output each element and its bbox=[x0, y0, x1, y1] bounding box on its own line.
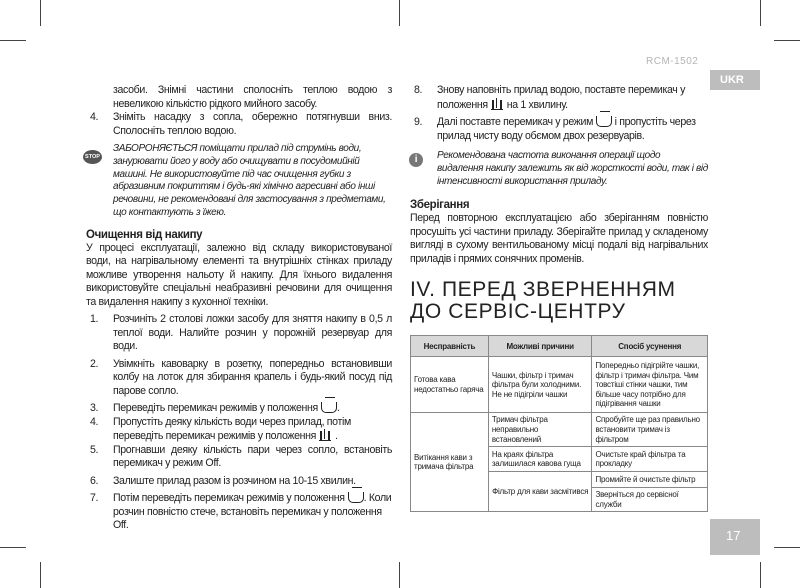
list-item: 7. Потім переведіть перемикач режимів у положення . Коли розчин повністю стече, встановіть перемикач у положення Off. bbox=[86, 492, 392, 533]
table-cell: Фільтр для кави засмітився bbox=[488, 472, 592, 512]
steam-mode-icon bbox=[318, 429, 333, 441]
item-number: 7. bbox=[90, 492, 99, 505]
page-number: 17 bbox=[710, 519, 760, 555]
item-number: 1. bbox=[90, 313, 99, 326]
table-cell: Тримач фільтра неправильно встановлений bbox=[488, 413, 592, 447]
table-cell: Очистьте край фільтра та прокладку bbox=[592, 447, 708, 472]
storage-heading: Зберігання bbox=[410, 199, 470, 212]
table-cell: Чашки, фільтр і тримач фільтра були холодними. Не не підігріли чашки bbox=[488, 357, 592, 413]
item-number: 6. bbox=[90, 474, 99, 487]
crop-mark bbox=[0, 547, 26, 548]
item-text: Прогнавши деяку кількість пари через сопло, встановіть перемикач у режим Off. bbox=[113, 443, 392, 470]
item-text: Зніміть насадку з сопла, обережно потягнувши вниз. Сполосніть теплою водою. bbox=[113, 111, 392, 137]
list-item bbox=[86, 475, 392, 489]
model-label: RCM-1502 bbox=[646, 56, 699, 67]
table-cell: Готова кава недостатньо гаряча bbox=[411, 357, 489, 413]
warning-note bbox=[86, 143, 392, 220]
column-header: Спосіб усунення bbox=[592, 336, 708, 357]
info-note bbox=[410, 150, 708, 188]
stop-icon: STOP bbox=[83, 150, 102, 164]
list-item bbox=[410, 84, 708, 112]
item-text: на 1 хвилину. bbox=[506, 98, 568, 111]
item-number: 3. bbox=[90, 402, 99, 415]
item-text: Потім переведіть перемикач режимів у положення bbox=[113, 492, 345, 505]
crop-mark bbox=[40, 562, 41, 588]
storage-paragraph: Перед повторною експлуатацією або зберіганням повністю просушіть усі частини приладу. Зберігайте прилад у складеному вигляді в сухому вентильованому місці подалі від нагрівальних приладів і прямих сонячних променів. bbox=[410, 212, 708, 265]
steam-mode-icon bbox=[490, 98, 505, 110]
info-icon: i bbox=[409, 153, 423, 167]
item-number: 2. bbox=[90, 357, 99, 370]
language-tab: UKR bbox=[710, 70, 760, 90]
crop-mark bbox=[774, 40, 800, 41]
info-text: Рекомендована частота виконання операції щодо видалення накипу залежить як від жорсткості води, так і від інтенсивності використання приладу. bbox=[437, 150, 708, 187]
list-item: 3. Переведіть перемикач режимів у положення . bbox=[86, 402, 392, 416]
list-item bbox=[86, 111, 392, 138]
descale-paragraph: У процесі експлуатації, залежно від складу використовуваної води, на нагрівальному елементі та внутрішніх стінках приладу можливе утворення нальоту й накипу. Для їхнього видалення використовуйте спеціальні неабразивні речовини для очищення та видалення накипу з кухонної техніки. bbox=[86, 241, 392, 308]
crop-mark bbox=[774, 547, 800, 548]
item-number: 9. bbox=[414, 116, 423, 128]
list-item bbox=[86, 313, 392, 354]
crop-mark bbox=[399, 562, 400, 588]
table-row bbox=[411, 357, 708, 413]
left-column bbox=[86, 84, 392, 533]
crop-mark bbox=[399, 0, 400, 26]
troubleshooting-table bbox=[410, 335, 708, 512]
item-text: Знову наповніть прилад водою, поставте перемикач у положення bbox=[437, 84, 686, 111]
item-text: Залиште прилад разом із розчином на 10-15 хвилин. bbox=[113, 474, 356, 487]
item-number: 5. bbox=[90, 443, 99, 456]
table-cell: На краях фільтра залишилася кавова гуща bbox=[488, 447, 592, 472]
item-text: Переведіть перемикач режимів у положення bbox=[113, 402, 318, 415]
list-item: 4. Пропустіть деяку кількість води через прилад, потім переведіть перемикач режимів у положення . bbox=[86, 416, 392, 444]
intro-paragraph: засоби. Знімні частини сполосніть теплою водою з невеликою кількістю рідкого мийного засобу. bbox=[113, 84, 392, 110]
coffee-mode-icon bbox=[348, 492, 364, 503]
table-cell: Попередньо підігрійте чашки, фільтр і тримач фільтра. Чим товстіші стінки чашки, тим більше часу потрібно для підігрівання чашки bbox=[592, 357, 708, 413]
crop-mark bbox=[760, 0, 761, 26]
table-header-row bbox=[411, 336, 708, 357]
list-item bbox=[410, 116, 708, 143]
right-column bbox=[410, 84, 708, 512]
table-cell: Спробуйте ще раз правильно встановити тримач із фільтром bbox=[592, 413, 708, 447]
item-text: Увімкніть кавоварку в розетку, попередньо встановивши колбу на лоток для збирання крапель і будь-який посуд під парове сопло. bbox=[113, 357, 392, 397]
item-text: Коли розчин повністю стече, встановіть перемикач у положення Off. bbox=[113, 492, 392, 532]
item-text: Пропустіть деяку кількість води через прилад, потім переведіть перемикач режимів у положення bbox=[113, 415, 351, 443]
list-item bbox=[86, 358, 392, 399]
coffee-mode-icon bbox=[321, 402, 337, 413]
column-header: Можливі причини bbox=[488, 336, 592, 357]
item-number: 4. bbox=[90, 111, 99, 123]
table-row bbox=[411, 413, 708, 447]
item-number: 8. bbox=[414, 84, 423, 96]
coffee-mode-icon bbox=[596, 116, 612, 127]
warning-text: ЗАБОРОНЯЄТЬСЯ поміщати прилад під струмінь води, занурювати його у воду або очищувати в посудомийній машині. Не використовуйте під час очищення губки з абразивним покриттям і будь-які хімічно агресивні або інші речовини, не рекомендовані для застосування з предметами, що контактують з їжею. bbox=[113, 143, 386, 218]
table-cell: Зверніться до сервісної служби bbox=[592, 488, 708, 512]
section-title: IV. ПЕРЕД ЗВЕРНЕННЯМ ДО СЕРВІС-ЦЕНТРУ bbox=[410, 278, 676, 324]
column-header: Несправність bbox=[411, 336, 489, 357]
list-item bbox=[86, 444, 392, 471]
crop-mark bbox=[760, 562, 761, 588]
item-text: Розчиніть 2 столові ложки засобу для зняття накипу в 0,5 л теплої води. Налийте розчин у порожній резервуар для води. bbox=[113, 313, 392, 353]
item-text: Далі поставте перемикач у режим bbox=[437, 116, 594, 128]
crop-mark bbox=[0, 40, 26, 41]
descale-heading: Очищення від накипу bbox=[86, 228, 203, 241]
table-cell: Витікання кави з тримача фільтра bbox=[411, 413, 489, 512]
item-text: і пропустіть через прилад чисту воду обємом двох резервуарів. bbox=[437, 116, 696, 142]
table-cell: Промийте й очистьте фільтр bbox=[592, 472, 708, 488]
item-number: 4. bbox=[90, 415, 99, 428]
crop-mark bbox=[40, 0, 41, 26]
